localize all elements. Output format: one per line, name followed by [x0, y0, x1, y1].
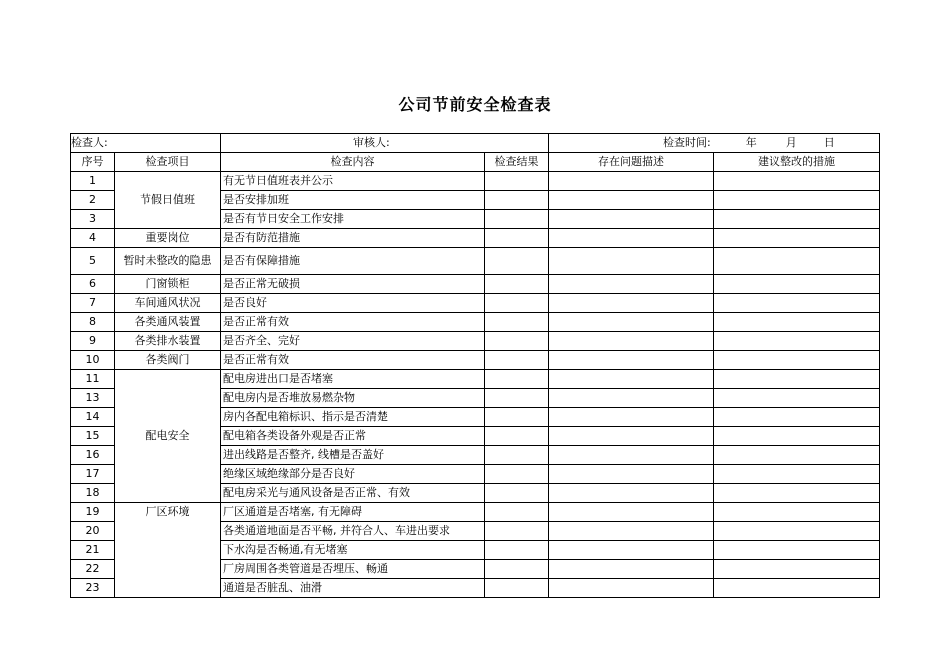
result-cell[interactable] [485, 427, 549, 446]
problem-cell[interactable] [549, 484, 714, 503]
row-number: 10 [71, 351, 115, 370]
result-cell[interactable] [485, 229, 549, 248]
inspection-content: 配电房采光与通风设备是否正常、有效 [221, 484, 485, 503]
row-number: 16 [71, 446, 115, 465]
row-number: 6 [71, 275, 115, 294]
problem-cell[interactable] [549, 541, 714, 560]
inspection-content: 房内各配电箱标识、指示是否清楚 [221, 408, 485, 427]
problem-cell[interactable] [549, 503, 714, 522]
inspector-label: 检查人: [71, 136, 108, 149]
inspection-content: 是否正常无破损 [221, 275, 485, 294]
month-label: 月 [785, 136, 797, 149]
row-number: 18 [71, 484, 115, 503]
measures-cell[interactable] [714, 172, 880, 191]
table-row [71, 275, 880, 294]
row-number: 17 [71, 465, 115, 484]
year-label: 年 [745, 136, 757, 149]
measures-cell[interactable] [714, 484, 880, 503]
reviewer-label: 审核人: [353, 136, 390, 149]
problem-cell[interactable] [549, 229, 714, 248]
table-row [71, 172, 880, 191]
result-cell[interactable] [485, 210, 549, 229]
col-header-problem: 存在问题描述 [549, 153, 714, 172]
table-row [71, 229, 880, 248]
row-number: 21 [71, 541, 115, 560]
result-cell[interactable] [485, 484, 549, 503]
problem-cell[interactable] [549, 191, 714, 210]
measures-cell[interactable] [714, 351, 880, 370]
inspect-time-label: 检查时间: [663, 136, 711, 149]
measures-cell[interactable] [714, 191, 880, 210]
result-cell[interactable] [485, 389, 549, 408]
col-header-no: 序号 [71, 153, 115, 172]
measures-cell[interactable] [714, 389, 880, 408]
signature-row [71, 134, 880, 153]
result-cell[interactable] [485, 522, 549, 541]
measures-cell[interactable] [714, 313, 880, 332]
inspection-content: 是否正常有效 [221, 313, 485, 332]
col-header-result: 检查结果 [485, 153, 549, 172]
row-number: 15 [71, 427, 115, 446]
result-cell[interactable] [485, 332, 549, 351]
measures-cell[interactable] [714, 541, 880, 560]
inspection-item: 门窗锁柜 [115, 275, 221, 294]
problem-cell[interactable] [549, 579, 714, 598]
measures-cell[interactable] [714, 370, 880, 389]
row-number: 8 [71, 313, 115, 332]
table-row [71, 313, 880, 332]
measures-cell[interactable] [714, 560, 880, 579]
measures-cell[interactable] [714, 275, 880, 294]
problem-cell[interactable] [549, 313, 714, 332]
inspection-item: 各类通风装置 [115, 313, 221, 332]
measures-cell[interactable] [714, 248, 880, 275]
inspection-item: 各类阀门 [115, 351, 221, 370]
table-row [71, 248, 880, 275]
result-cell[interactable] [485, 503, 549, 522]
measures-cell[interactable] [714, 503, 880, 522]
result-cell[interactable] [485, 248, 549, 275]
table-row [71, 332, 880, 351]
row-number: 3 [71, 210, 115, 229]
problem-cell[interactable] [549, 446, 714, 465]
inspection-content: 是否良好 [221, 294, 485, 313]
inspection-content: 配电箱各类设备外观是否正常 [221, 427, 485, 446]
result-cell[interactable] [485, 579, 549, 598]
problem-cell[interactable] [549, 522, 714, 541]
measures-cell[interactable] [714, 446, 880, 465]
inspection-content: 下水沟是否畅通,有无堵塞 [221, 541, 485, 560]
measures-cell[interactable] [714, 408, 880, 427]
result-cell[interactable] [485, 408, 549, 427]
measures-cell[interactable] [714, 465, 880, 484]
inspection-item: 暂时未整改的隐患 [115, 248, 221, 275]
row-number: 5 [71, 248, 115, 275]
problem-cell[interactable] [549, 389, 714, 408]
day-label: 日 [823, 136, 835, 149]
problem-cell[interactable] [549, 560, 714, 579]
result-cell[interactable] [485, 275, 549, 294]
col-header-content: 检查内容 [221, 153, 485, 172]
inspection-content: 是否正常有效 [221, 351, 485, 370]
row-number: 19 [71, 503, 115, 522]
problem-cell[interactable] [549, 370, 714, 389]
inspection-content: 是否有保障措施 [221, 248, 485, 275]
row-number: 9 [71, 332, 115, 351]
problem-cell[interactable] [549, 294, 714, 313]
problem-cell[interactable] [549, 427, 714, 446]
problem-cell[interactable] [549, 408, 714, 427]
inspection-item: 各类排水装置 [115, 332, 221, 351]
row-number: 4 [71, 229, 115, 248]
result-cell[interactable] [485, 446, 549, 465]
inspection-content: 配电房进出口是否堵塞 [221, 370, 485, 389]
result-cell[interactable] [485, 541, 549, 560]
inspection-content: 配电房内是否堆放易燃杂物 [221, 389, 485, 408]
inspection-content: 是否有防范措施 [221, 229, 485, 248]
result-cell[interactable] [485, 370, 549, 389]
result-cell[interactable] [485, 172, 549, 191]
inspection-item: 厂区环境 [115, 503, 221, 598]
problem-cell[interactable] [549, 351, 714, 370]
result-cell[interactable] [485, 313, 549, 332]
inspection-content: 通道是否脏乱、油滑 [221, 579, 485, 598]
row-number: 23 [71, 579, 115, 598]
measures-cell[interactable] [714, 427, 880, 446]
page-title: 公司节前安全检查表 [398, 95, 552, 114]
row-number: 1 [71, 172, 115, 191]
row-number: 22 [71, 560, 115, 579]
table-row [71, 294, 880, 313]
inspection-content: 各类通道地面是否平畅, 并符合人、车进出要求 [221, 522, 485, 541]
problem-cell[interactable] [549, 210, 714, 229]
problem-cell[interactable] [549, 248, 714, 275]
inspection-item: 重要岗位 [115, 229, 221, 248]
problem-cell[interactable] [549, 275, 714, 294]
measures-cell[interactable] [714, 579, 880, 598]
row-number: 20 [71, 522, 115, 541]
measures-cell[interactable] [714, 522, 880, 541]
inspection-content: 厂区通道是否堵塞, 有无障碍 [221, 503, 485, 522]
inspection-item: 车间通风状况 [115, 294, 221, 313]
inspection-content: 是否安排加班 [221, 191, 485, 210]
inspection-content: 厂房周围各类管道是否埋压、畅通 [221, 560, 485, 579]
result-cell[interactable] [485, 560, 549, 579]
row-number: 13 [71, 389, 115, 408]
row-number: 11 [71, 370, 115, 389]
inspection-content: 绝缘区域绝缘部分是否良好 [221, 465, 485, 484]
table-row [71, 370, 880, 389]
inspection-content: 有无节日值班表并公示 [221, 172, 485, 191]
result-cell[interactable] [485, 294, 549, 313]
inspection-content: 是否有节日安全工作安排 [221, 210, 485, 229]
measures-cell[interactable] [714, 210, 880, 229]
inspection-item: 节假日值班 [115, 172, 221, 229]
checklist-table [70, 133, 880, 598]
measures-cell[interactable] [714, 294, 880, 313]
inspection-content: 进出线路是否整齐, 线槽是否盖好 [221, 446, 485, 465]
header-row [71, 153, 880, 172]
table-row [71, 351, 880, 370]
row-number: 7 [71, 294, 115, 313]
problem-cell[interactable] [549, 172, 714, 191]
row-number: 14 [71, 408, 115, 427]
measures-cell[interactable] [714, 332, 880, 351]
table-row [71, 503, 880, 522]
result-cell[interactable] [485, 191, 549, 210]
inspection-item: 配电安全 [115, 370, 221, 503]
result-cell[interactable] [485, 351, 549, 370]
measures-cell[interactable] [714, 229, 880, 248]
row-number: 2 [71, 191, 115, 210]
result-cell[interactable] [485, 465, 549, 484]
col-header-item: 检查项目 [115, 153, 221, 172]
inspection-content: 是否齐全、完好 [221, 332, 485, 351]
col-header-measures: 建议整改的措施 [714, 153, 880, 172]
problem-cell[interactable] [549, 465, 714, 484]
problem-cell[interactable] [549, 332, 714, 351]
